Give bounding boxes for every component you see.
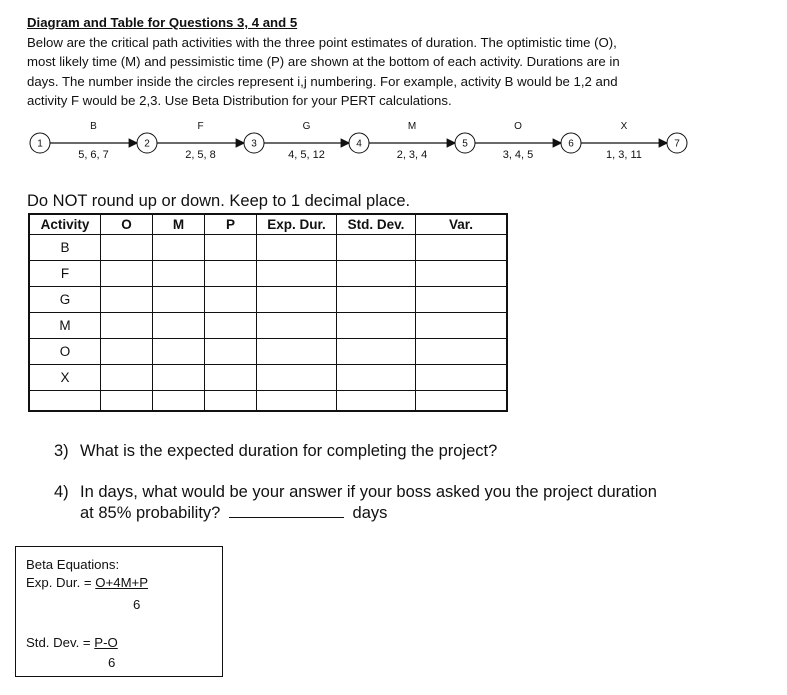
formula-numerator: O+4M+P xyxy=(95,575,149,590)
formula-denominator: 6 xyxy=(133,597,141,612)
activity-cell: O xyxy=(29,339,101,365)
header-std-dev: Std. Dev. xyxy=(337,214,416,235)
m-cell[interactable] xyxy=(153,261,205,287)
question-text: What is the expected duration for completing the project? xyxy=(80,442,498,460)
std-dev-cell[interactable] xyxy=(337,339,416,365)
table-row xyxy=(29,287,507,313)
o-cell[interactable] xyxy=(101,313,153,339)
o-cell[interactable] xyxy=(101,287,153,313)
question-text: at 85% probability? xyxy=(80,504,221,522)
question-3 xyxy=(54,441,657,462)
event-node-number: 7 xyxy=(674,138,680,150)
pert-calculation-table xyxy=(28,213,508,412)
activity-label: M xyxy=(407,121,417,132)
intro-line: Below are the critical path activities with the three point estimates of duration. The optimistic time (O), xyxy=(27,34,617,50)
intro-text xyxy=(27,13,767,111)
expected-duration-formula xyxy=(26,575,148,590)
table-row xyxy=(29,365,507,391)
header-variance: Var. xyxy=(416,214,508,235)
activity-cell: B xyxy=(29,235,101,261)
event-node-number: 3 xyxy=(251,138,257,150)
o-cell[interactable] xyxy=(101,339,153,365)
m-cell[interactable] xyxy=(153,235,205,261)
table-row xyxy=(29,261,507,287)
activity-cell: M xyxy=(29,313,101,339)
activity-cell: G xyxy=(29,287,101,313)
exp-dur-cell[interactable] xyxy=(257,339,337,365)
activity-label: B xyxy=(90,121,97,132)
std-dev-cell[interactable] xyxy=(337,287,416,313)
m-cell[interactable] xyxy=(153,365,205,391)
beta-equations-box xyxy=(15,546,223,677)
p-cell[interactable] xyxy=(205,313,257,339)
rounding-instruction: Do NOT round up or down. Keep to 1 decimal place. xyxy=(27,192,411,210)
event-node-number: 1 xyxy=(37,138,43,150)
formula-numerator: P-O xyxy=(94,635,118,650)
table-row xyxy=(29,235,507,261)
intro-line: most likely time (M) and pessimistic time (P) are shown at the bottom of each activity. Durations are in xyxy=(27,54,620,69)
section-title: Diagram and Table for Questions 3, 4 and 5 xyxy=(27,15,298,30)
m-cell[interactable] xyxy=(153,313,205,339)
var-cell[interactable] xyxy=(416,261,508,287)
std-dev-cell[interactable] xyxy=(337,261,416,287)
p-cell[interactable] xyxy=(205,235,257,261)
activity-estimates: 3, 4, 5 xyxy=(502,149,534,161)
formula-label: Std. Dev. = xyxy=(26,635,95,650)
activity-estimates: 2, 5, 8 xyxy=(185,149,216,161)
formula-label: Exp. Dur. = xyxy=(26,575,96,590)
exp-dur-cell[interactable] xyxy=(257,235,337,261)
p-cell[interactable] xyxy=(205,261,257,287)
activity-cell: X xyxy=(29,365,101,391)
m-cell[interactable] xyxy=(153,287,205,313)
header-expected-duration: Exp. Dur. xyxy=(257,214,337,235)
answer-blank[interactable] xyxy=(229,503,344,518)
table-row xyxy=(29,313,507,339)
exp-dur-cell[interactable] xyxy=(257,261,337,287)
o-cell[interactable] xyxy=(101,391,153,412)
std-dev-cell[interactable] xyxy=(337,313,416,339)
header-pessimistic: P xyxy=(205,214,257,235)
header-activity: Activity xyxy=(29,214,101,235)
std-dev-cell[interactable] xyxy=(337,365,416,391)
intro-line: activity F would be 2,3. Use Beta Distribution for your PERT calculations. xyxy=(27,93,452,108)
var-cell[interactable] xyxy=(416,287,508,313)
var-cell[interactable] xyxy=(416,313,508,339)
var-cell[interactable] xyxy=(416,235,508,261)
activity-label: O xyxy=(514,121,522,132)
var-cell[interactable] xyxy=(416,365,508,391)
question-text: In days, what would be your answer if your boss asked you the project duration xyxy=(80,483,657,501)
o-cell[interactable] xyxy=(101,365,153,391)
questions-block xyxy=(54,441,657,524)
activity-cell[interactable] xyxy=(29,391,101,412)
o-cell[interactable] xyxy=(101,261,153,287)
question-4 xyxy=(54,482,657,524)
var-cell[interactable] xyxy=(416,391,508,412)
event-node-number: 4 xyxy=(356,138,362,150)
exp-dur-cell[interactable] xyxy=(257,391,337,412)
event-node-number: 6 xyxy=(568,138,574,150)
activity-estimates: 1, 3, 11 xyxy=(606,149,642,161)
event-node-number: 2 xyxy=(144,138,150,150)
answer-unit: days xyxy=(352,504,388,522)
event-node-number: 5 xyxy=(462,138,468,150)
p-cell[interactable] xyxy=(205,365,257,391)
beta-title: Beta Equations: xyxy=(26,557,120,572)
p-cell[interactable] xyxy=(205,339,257,365)
std-dev-cell[interactable] xyxy=(337,391,416,412)
var-cell[interactable] xyxy=(416,339,508,365)
table-header-row xyxy=(29,214,507,235)
activity-estimates: 4, 5, 12 xyxy=(288,149,325,161)
p-cell[interactable] xyxy=(205,391,257,412)
table-row xyxy=(29,339,507,365)
question-number: 4) xyxy=(54,483,69,501)
m-cell[interactable] xyxy=(153,339,205,365)
std-dev-formula xyxy=(26,635,118,650)
activity-label: F xyxy=(197,121,204,132)
m-cell[interactable] xyxy=(153,391,205,412)
header-most-likely: M xyxy=(153,214,205,235)
formula-denominator: 6 xyxy=(108,655,116,670)
table-row-blank xyxy=(29,391,507,412)
pert-network-diagram xyxy=(0,115,787,165)
exp-dur-cell[interactable] xyxy=(257,365,337,391)
activity-estimates: 5, 6, 7 xyxy=(78,149,109,161)
activity-cell: F xyxy=(29,261,101,287)
question-number: 3) xyxy=(54,442,69,460)
o-cell[interactable] xyxy=(101,235,153,261)
header-optimistic: O xyxy=(101,214,153,235)
exp-dur-cell[interactable] xyxy=(257,287,337,313)
exp-dur-cell[interactable] xyxy=(257,313,337,339)
p-cell[interactable] xyxy=(205,287,257,313)
activity-label: G xyxy=(302,121,311,132)
activity-label: X xyxy=(620,121,628,132)
std-dev-cell[interactable] xyxy=(337,235,416,261)
activity-estimates: 2, 3, 4 xyxy=(396,149,428,161)
intro-line: days. The number inside the circles represent i,j numbering. For example, activity B would be 1,2 and xyxy=(27,73,618,89)
